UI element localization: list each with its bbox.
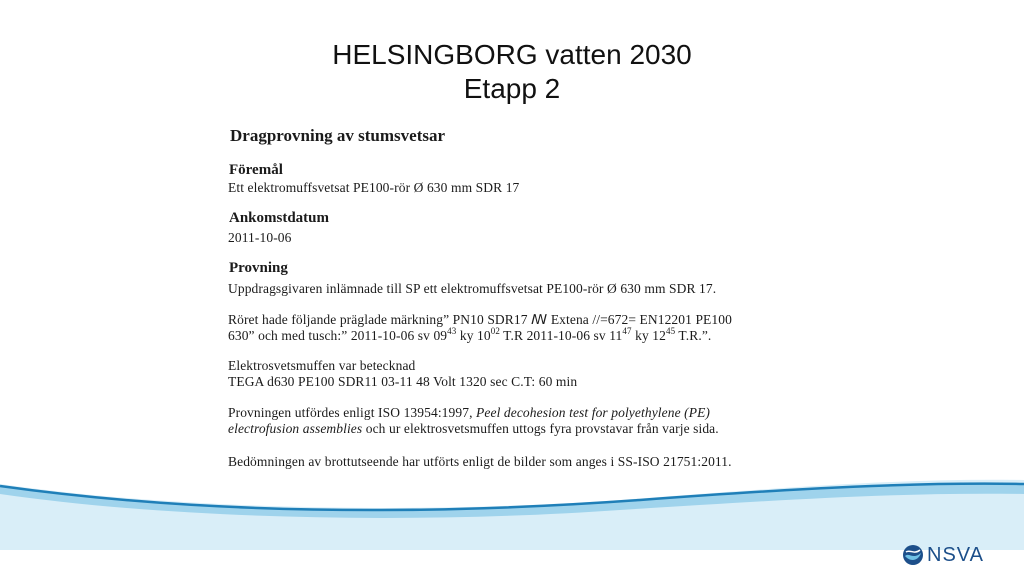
provning-paragraph-4-line-2: electrofusion assemblies och ur elektrosvetsmuffen uttogs fyra provstavar från varje sida. bbox=[228, 421, 719, 436]
provning-paragraph-4-line-1: Provningen utfördes enligt ISO 13954:1997, Peel decohesion test for polyethylene (PE) bbox=[228, 405, 711, 420]
document-heading: Dragprovning av stumsvetsar bbox=[230, 126, 446, 145]
section-heading-ankomstdatum: Ankomstdatum bbox=[229, 210, 330, 226]
scanned-document bbox=[222, 118, 827, 496]
logo-text: NSVA bbox=[927, 544, 984, 566]
slide-title-line-2: Etapp 2 bbox=[463, 73, 561, 104]
provning-paragraph-5: Bedömningen av brottutseende har utförts enligt de bilder som anges i SS-ISO 21751:2011. bbox=[228, 454, 732, 469]
slide-title bbox=[0, 38, 1024, 106]
water-drop-icon bbox=[902, 544, 924, 566]
slide-title-line-1: HELSINGBORG vatten 2030 bbox=[332, 39, 692, 70]
section-heading-provning: Provning bbox=[229, 260, 288, 276]
provning-paragraph-2-line-1: Röret hade följande präglade märkning” PN10 SDR17 ꟿ Extena //=672= EN12201 PE100 bbox=[228, 312, 732, 327]
ankomstdatum-text: 2011-10-06 bbox=[228, 230, 292, 245]
provning-paragraph-3-line-1: Elektrosvetsmuffen var betecknad bbox=[228, 358, 416, 373]
foremal-text: Ett elektromuffsvetsat PE100-rör Ø 630 mm SDR 17 bbox=[228, 180, 520, 195]
nsva-logo bbox=[902, 544, 984, 566]
provning-paragraph-1: Uppdragsgivaren inlämnade till SP ett elektromuffsvetsat PE100-rör Ø 630 mm SDR 17. bbox=[228, 281, 717, 296]
provning-paragraph-3-line-2: TEGA d630 PE100 SDR11 03-11 48 Volt 1320 sec C.T: 60 min bbox=[228, 374, 578, 389]
section-heading-foremal: Föremål bbox=[229, 162, 283, 178]
provning-paragraph-2-line-2: 630” och med tusch:” 2011-10-06 sv $09^{43}$ ky $10^{02}$ T.R 2011-10-06 sv $11^{47}$ ky $12^{45}$ T.R.”. bbox=[228, 326, 712, 343]
decorative-wave bbox=[0, 470, 1024, 550]
